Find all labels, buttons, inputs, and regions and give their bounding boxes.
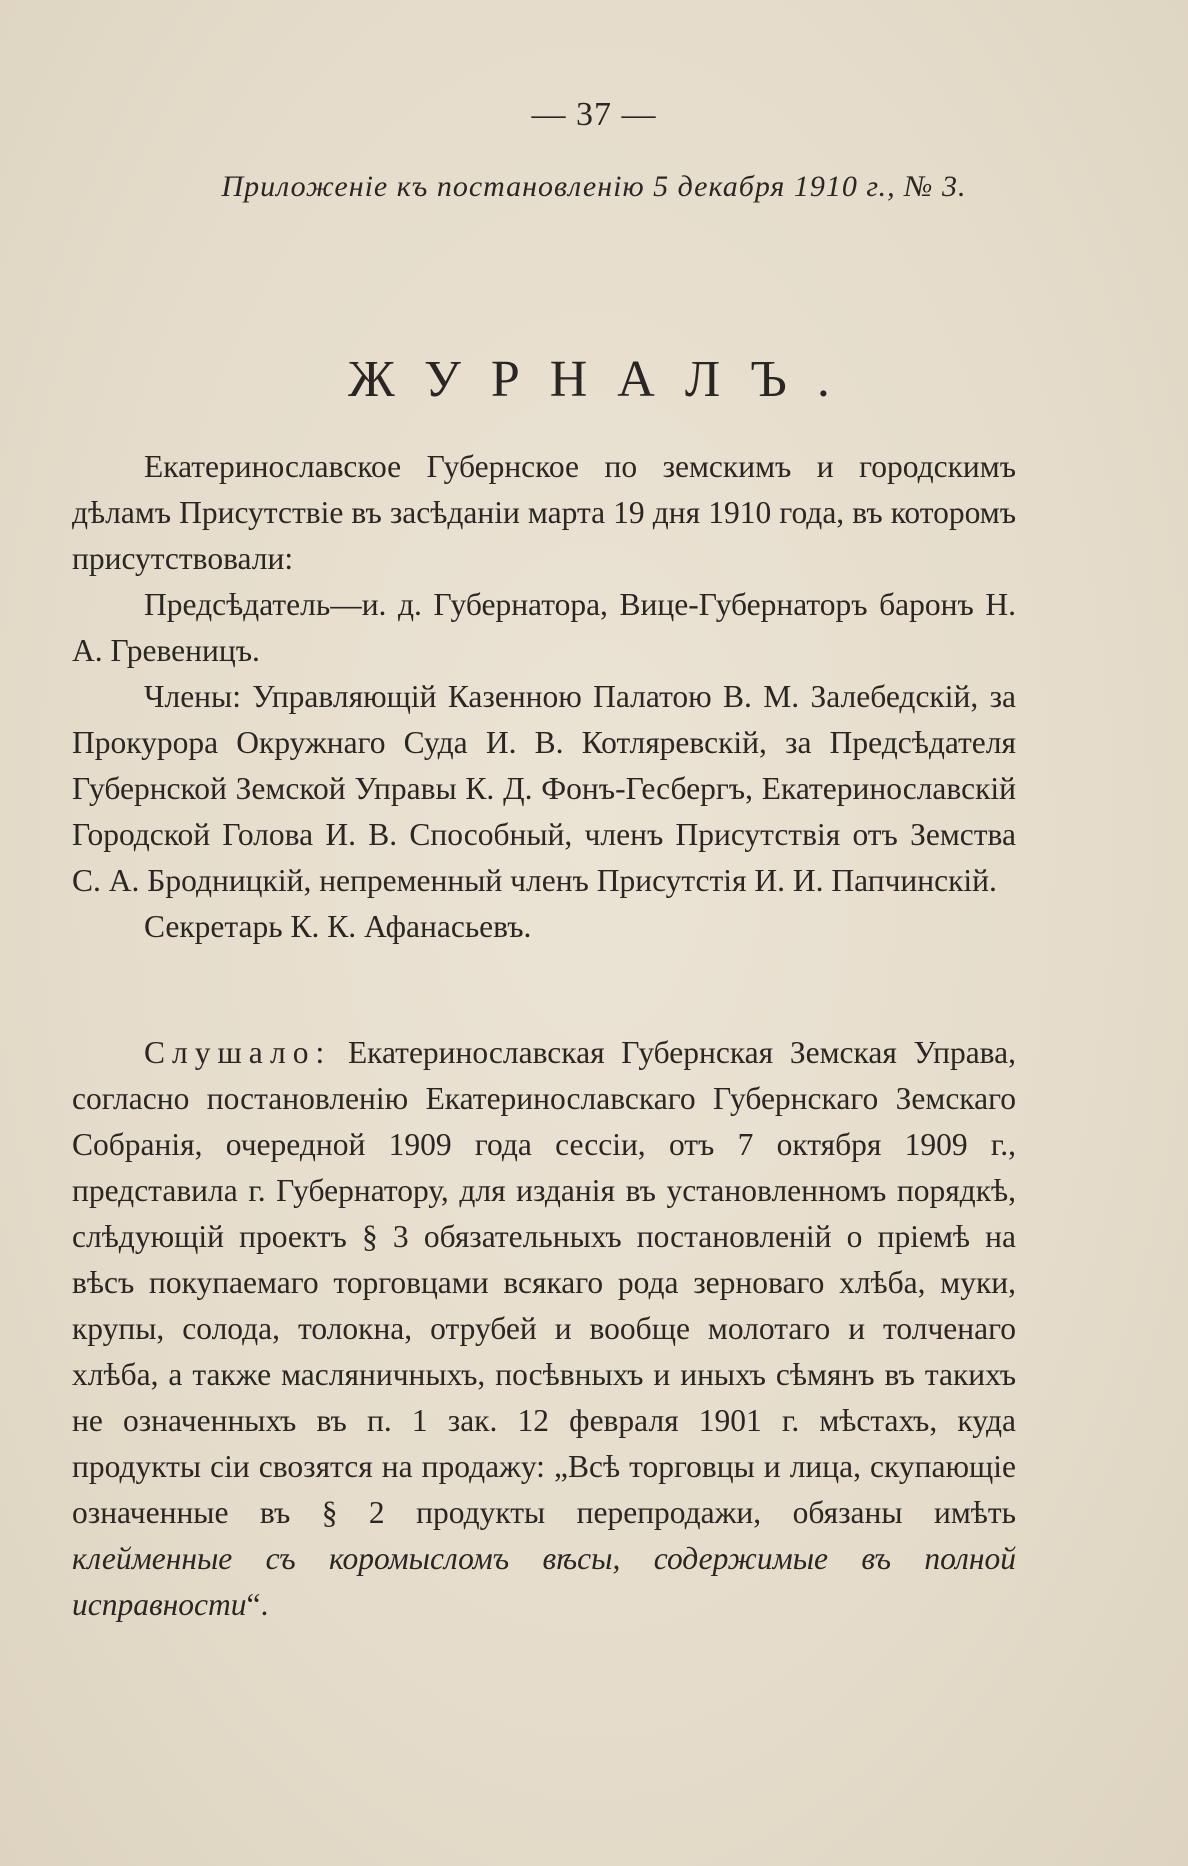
appendix-note: Приложенiе къ постановленiю 5 декабря 1910 г., № 3. (221, 170, 967, 203)
heard-section (72, 1030, 1016, 1628)
members-paragraph: Члены: Управляющiй Казенною Палатою В. М. Залебедскiй, за Прокурора Окружнаго Суда И. В. Котляревскiй, за Предсѣдателя Губернской Земской Управы К. Д. Фонъ-Гесбергъ, Екатеринославскiй Городской Голова И. В. Способный, членъ Присутствiя отъ Земства С. А. Бродницкiй, непременный членъ Присутстiя И. И. Папчинскiй. (72, 679, 1016, 898)
journal-title: ЖУРНАЛЪ. (348, 351, 860, 408)
presence-paragraph: Екатеринославское Губернское по земскимъ и городскимъ дѣламъ Присутствiе въ засѣданiи марта 19 дня 1910 года, въ которомъ присутствовали: (72, 449, 1016, 576)
chairman-paragraph: Предсѣдатель—и. д. Губернатора, Вице-Губернаторъ баронъ Н. А. Гревеницъ. (72, 587, 1016, 668)
intro-section (72, 444, 1016, 950)
heard-text: Екатеринославская Губернская Земская Управа, согласно постановленiю Екатеринославскаго Губернскаго Земскаго Собранiя, очередной 1909 года сессiи, отъ 7 октября 1909 г., представила г. Губернатору, для изданiя въ установленномъ порядкѣ, слѣдующiй проектъ § 3 обязательныхъ постановленiй о прiемѣ на вѣсъ покупаемаго торговцами всякаго рода зерноваго хлѣба, муки, крупы, солода, толокна, отрубей и вообще молотаго и толченаго хлѣба, а также масляничныхъ, посѣвныхъ и иныхъ сѣмянъ въ такихъ не означенныхъ въ п. 1 зак. 12 февраля 1901 г. мѣстахъ, куда продукты сiи свозятся на продажу: „Всѣ торговцы и лица, скупающiе означенные въ § 2 продукты перепродажи, обязаны имѣть (72, 1035, 1016, 1530)
heard-closing: “. (246, 1587, 269, 1622)
secretary-paragraph: Секретарь К. К. Афанасьевъ. (144, 909, 532, 944)
heard-italic-text: клейменные съ коромысломъ вѣсы, содержимые въ полной исправности (72, 1541, 1016, 1622)
heard-paragraph (72, 1030, 1016, 1628)
page-number: — 37 — (531, 96, 657, 133)
heard-label: Слушало: (144, 1035, 332, 1070)
